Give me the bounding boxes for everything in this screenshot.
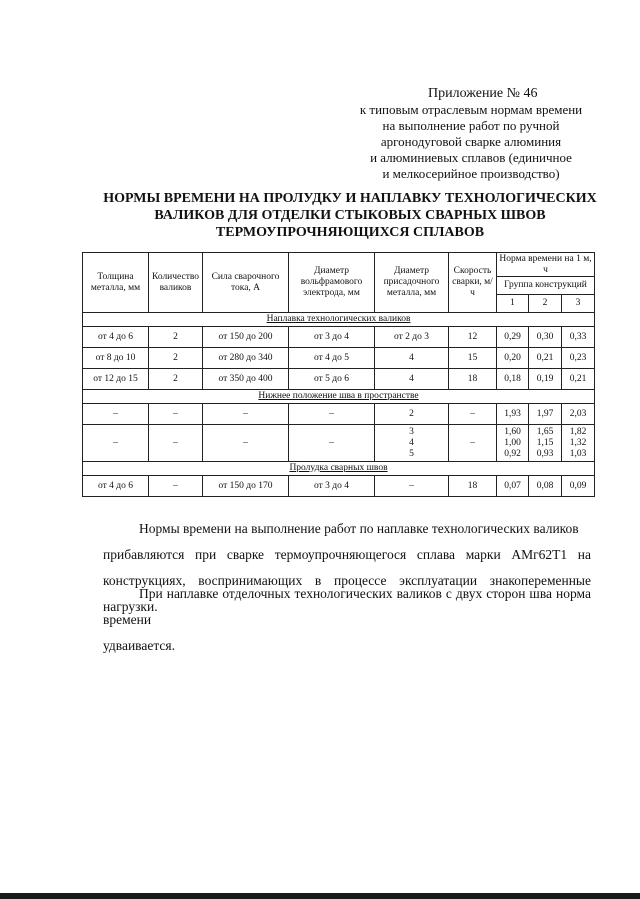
cell-tungsten: от 5 до 6	[289, 369, 375, 390]
cell-thickness: –	[83, 425, 149, 462]
cell-g2	[529, 425, 562, 462]
cell-count: 2	[149, 327, 203, 348]
cell-filler: от 2 до 3	[375, 327, 449, 348]
section-label: Пролудка сварных швов	[289, 463, 388, 473]
cell-g3: 2,03	[562, 404, 595, 425]
cell-g1: 0,29	[497, 327, 529, 348]
table-row	[83, 327, 595, 348]
cell-filler: –	[375, 476, 449, 497]
cell-g2: 1,97	[529, 404, 562, 425]
scan-bottom-edge	[0, 893, 640, 899]
cell-g2: 0,30	[529, 327, 562, 348]
section-header	[83, 462, 595, 476]
cell-line: 0,93	[536, 448, 554, 459]
table-row	[83, 476, 595, 497]
paragraph-text: прибавляются при сварке термоупрочняющегося сплава марки АМг62Т1 на конструкциях, воспринимающих в процессе эксплуатации знакопеременные нагрузки.	[103, 547, 591, 614]
header-thickness: Толщина металла, мм	[83, 253, 149, 313]
cell-line: 1,00	[504, 437, 521, 448]
cell-g3: 0,21	[562, 369, 595, 390]
header-group-3: 3	[562, 295, 595, 313]
cell-thickness: от 4 до 6	[83, 327, 149, 348]
table-row	[83, 425, 595, 462]
paragraph-note	[103, 581, 591, 659]
cell-speed: 15	[449, 348, 497, 369]
cell-speed: –	[449, 425, 497, 462]
table-row	[83, 369, 595, 390]
cell-count: 2	[149, 348, 203, 369]
header-tungsten-diameter: Диаметр вольфрамового электрода, мм	[289, 253, 375, 313]
title-line: НОРМЫ ВРЕМЕНИ НА ПРОЛУДКУ И НАПЛАВКУ ТЕХНОЛОГИЧЕСКИХ	[103, 191, 597, 206]
cell-line: 1,65	[536, 426, 554, 437]
title-line: ВАЛИКОВ ДЛЯ ОТДЕЛКИ СТЫКОВЫХ СВАРНЫХ ШВОВ	[154, 208, 546, 223]
section-header	[83, 313, 595, 327]
cell-current: –	[203, 425, 289, 462]
document-title	[60, 190, 640, 241]
cell-g1: 0,18	[497, 369, 529, 390]
cell-count: 2	[149, 369, 203, 390]
cell-line: 1,15	[536, 437, 554, 448]
cell-g3: 0,33	[562, 327, 595, 348]
cell-line: 1,03	[569, 448, 587, 459]
norms-table	[82, 252, 595, 497]
cell-line: 3	[409, 426, 414, 437]
header-group: Группа конструкций	[497, 277, 595, 295]
section-header	[83, 390, 595, 404]
subtitle-line: и алюминиевых сплавов (единичное	[370, 150, 572, 165]
cell-current: –	[203, 404, 289, 425]
cell-filler	[375, 425, 449, 462]
cell-speed: 18	[449, 369, 497, 390]
cell-tungsten: –	[289, 404, 375, 425]
cell-g1: 0,20	[497, 348, 529, 369]
header-group-1: 1	[497, 295, 529, 313]
cell-tungsten: –	[289, 425, 375, 462]
cell-speed: –	[449, 404, 497, 425]
cell-g2: 0,08	[529, 476, 562, 497]
cell-thickness: –	[83, 404, 149, 425]
subtitle-line: аргонодуговой сварке алюминия	[380, 134, 562, 149]
subtitle-line: на выполнение работ по ручной	[382, 118, 560, 133]
header-speed: Скорость сварки, м/ч	[449, 253, 497, 313]
header-time-norm: Норма времени на 1 м, ч	[497, 253, 595, 277]
cell-line: 1,60	[504, 426, 521, 437]
cell-g1	[497, 425, 529, 462]
cell-thickness: от 4 до 6	[83, 476, 149, 497]
cell-count: –	[149, 425, 203, 462]
cell-filler: 4	[375, 369, 449, 390]
cell-tungsten: от 3 до 4	[289, 476, 375, 497]
header-group-2: 2	[529, 295, 562, 313]
cell-g1: 0,07	[497, 476, 529, 497]
cell-g3: 0,09	[562, 476, 595, 497]
cell-line: 1,32	[569, 437, 587, 448]
cell-speed: 12	[449, 327, 497, 348]
cell-tungsten: от 3 до 4	[289, 327, 375, 348]
paragraph-text: удваивается.	[103, 638, 176, 653]
cell-g2: 0,19	[529, 369, 562, 390]
cell-tungsten: от 4 до 5	[289, 348, 375, 369]
cell-g1: 1,93	[497, 404, 529, 425]
cell-current: от 280 до 340	[203, 348, 289, 369]
subtitle-line: и мелкосерийное производство)	[382, 166, 560, 181]
cell-line: 0,92	[504, 448, 521, 459]
cell-count: –	[149, 476, 203, 497]
section-label: Нижнее положение шва в пространстве	[258, 391, 419, 401]
table-row	[83, 348, 595, 369]
table-row	[83, 404, 595, 425]
cell-filler: 4	[375, 348, 449, 369]
title-line: ТЕРМОУПРОЧНЯЮЩИХСЯ СПЛАВОВ	[215, 225, 485, 240]
cell-line: 4	[409, 437, 414, 448]
cell-current: от 350 до 400	[203, 369, 289, 390]
appendix-number: Приложение № 46	[428, 86, 538, 101]
cell-line: 5	[409, 448, 414, 459]
cell-speed: 18	[449, 476, 497, 497]
header-current: Сила сварочного тока, А	[203, 253, 289, 313]
header-filler-diameter: Диаметр присадочного металла, мм	[375, 253, 449, 313]
section-label: Наплавка технологических валиков	[266, 314, 411, 324]
paragraph-first-line: При наплавке отделочных технологических валиков с двух сторон шва норма времени	[103, 586, 591, 627]
cell-g3	[562, 425, 595, 462]
cell-thickness: от 8 до 10	[83, 348, 149, 369]
cell-g2: 0,21	[529, 348, 562, 369]
cell-count: –	[149, 404, 203, 425]
cell-filler: 2	[375, 404, 449, 425]
subtitle-line: к типовым отраслевым нормам времени	[359, 102, 583, 117]
cell-current: от 150 до 200	[203, 327, 289, 348]
appendix-subtitle	[330, 102, 612, 182]
cell-current: от 150 до 170	[203, 476, 289, 497]
header-count: Количество валиков	[149, 253, 203, 313]
paragraph-first-line: Нормы времени на выполнение работ по наплавке технологических валиков	[139, 521, 579, 536]
cell-thickness: от 12 до 15	[83, 369, 149, 390]
cell-g3: 0,23	[562, 348, 595, 369]
cell-line: 1,82	[569, 426, 587, 437]
